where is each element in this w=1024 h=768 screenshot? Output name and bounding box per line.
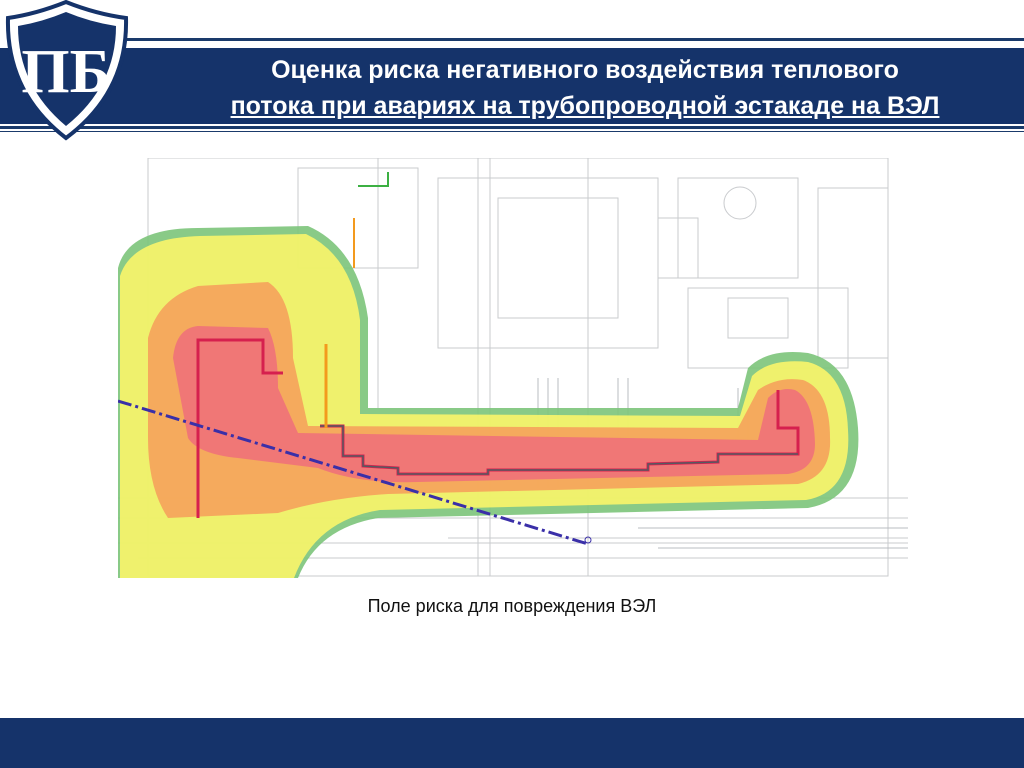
- shield-logo-icon: [0, 0, 135, 142]
- risk-map: [118, 158, 908, 580]
- slide-title-line-1: Оценка риска негативного воздействия теплового: [271, 56, 899, 84]
- header-rule-bottom: [0, 126, 1024, 129]
- header-rule-bottom-thin: [0, 131, 1024, 132]
- slide-title: [150, 52, 1020, 124]
- header-rule-top: [120, 38, 1024, 41]
- risk-map-canvas: [118, 158, 908, 580]
- logo-text: ПБ: [21, 38, 111, 106]
- slide-title-line-2: потока при авариях на трубопроводной эстакаде на ВЭЛ: [230, 92, 940, 120]
- pipeline-branch-green: [358, 172, 388, 186]
- footer-bar: [0, 718, 1024, 768]
- figure-caption: Поле риска для повреждения ВЭЛ: [367, 596, 657, 616]
